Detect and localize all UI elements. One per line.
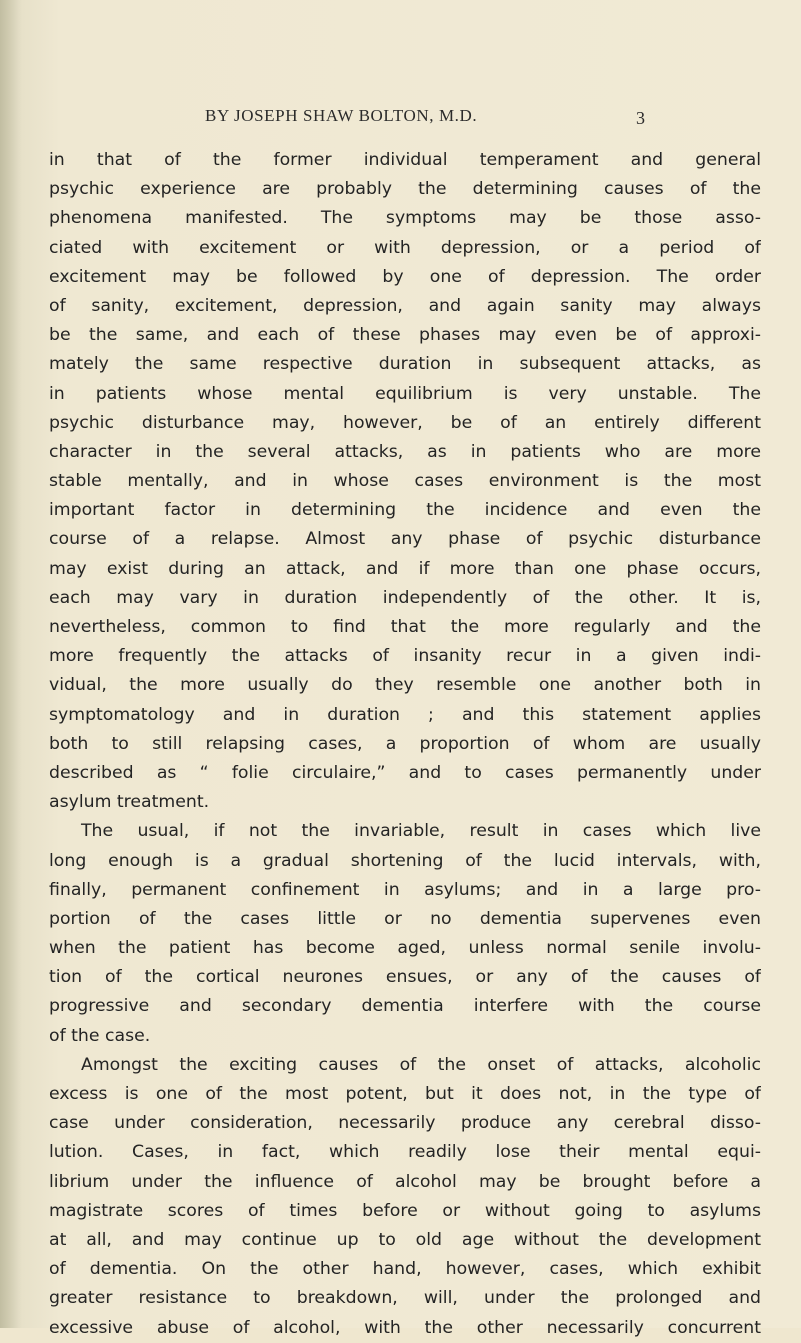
text-line: excessive abuse of alcohol, with the other necessarily concurrent [49, 1317, 761, 1338]
text-line: magistrate scores of times before or without going to asylums [49, 1200, 761, 1221]
text-line: course of a relapse. Almost any phase of psychic disturbance [49, 529, 761, 550]
text-line: vidual, the more usually do they resemble one another both in [49, 675, 761, 696]
text-line: tion of the cortical neurones ensues, or any of the causes of [49, 967, 761, 988]
text-line: in patients whose mental equilibrium is very unstable. The [49, 383, 761, 404]
text-line: greater resistance to breakdown, will, under the prolonged and [49, 1288, 761, 1309]
text-line: be the same, and each of these phases may even be of approxi- [49, 325, 761, 346]
page-number: 3 [636, 108, 645, 128]
text-line: psychic experience are probably the determining causes of the [49, 179, 761, 200]
text-line: both to still relapsing cases, a proportion of whom are usually [49, 733, 761, 754]
text-line: character in the several attacks, as in patients who are more [49, 441, 761, 462]
text-line: progressive and secondary dementia interfere with the course [49, 996, 761, 1017]
text-line: psychic disturbance may, however, be of an entirely different [49, 412, 761, 433]
text-line: of the case. [49, 1025, 151, 1046]
text-line: of dementia. On the other hand, however, cases, which exhibit [49, 1259, 761, 1280]
text-line: case under consideration, necessarily produce any cerebral disso- [49, 1113, 761, 1134]
text-line: long enough is a gradual shortening of the lucid intervals, with, [49, 850, 761, 871]
text-line: excess is one of the most potent, but it does not, in the type of [49, 1084, 761, 1104]
text-line: may exist during an attack, and if more than one phase occurs, [49, 558, 761, 579]
text-line: nevertheless, common to find that the more regularly and the [49, 617, 761, 637]
text-line: phenomena manifested. The symptoms may be those asso- [49, 208, 761, 229]
text-line: of sanity, excitement, depression, and again sanity may always [49, 295, 761, 316]
text-line: finally, permanent confinement in asylums; and in a large pro- [49, 879, 761, 900]
text-line: when the patient has become aged, unless normal senile involu- [49, 938, 761, 959]
text-line: at all, and may continue up to old age without the development [49, 1229, 761, 1250]
running-head: BY JOSEPH SHAW BOLTON, M.D. [205, 106, 478, 125]
text-line: more frequently the attacks of insanity recur in a given indi- [49, 646, 761, 667]
text-line: important factor in determining the incidence and even the [49, 500, 761, 521]
page-gutter-shadow [0, 0, 22, 1328]
body-text [49, 146, 761, 1343]
text-line: asylum treatment. [49, 792, 210, 813]
text-line: The usual, if not the invariable, result in cases which live [81, 821, 761, 842]
text-line: mately the same respective duration in subsequent attacks, as [49, 354, 761, 375]
text-line: librium under the influence of alcohol may be brought before a [49, 1171, 761, 1192]
text-line: excitement may be followed by one of depression. The order [49, 266, 761, 287]
text-line: each may vary in duration independently of the other. It is, [49, 587, 761, 608]
text-line: stable mentally, and in whose cases environment is the most [49, 471, 761, 492]
text-line: Amongst the exciting causes of the onset of attacks, alcoholic [81, 1054, 761, 1075]
text-line: described as “ folie circulaire,” and to cases permanently under [49, 762, 761, 783]
text-line: lution. Cases, in fact, which readily lose their mental equi- [49, 1142, 761, 1163]
text-line: ciated with excitement or with depression, or a period of [49, 237, 761, 258]
text-line: in that of the former individual temperament and general [49, 150, 761, 170]
text-line: portion of the cases little or no dementia supervenes even [49, 908, 761, 929]
text-line: symptomatology and in duration ; and this statement applies [49, 704, 761, 725]
